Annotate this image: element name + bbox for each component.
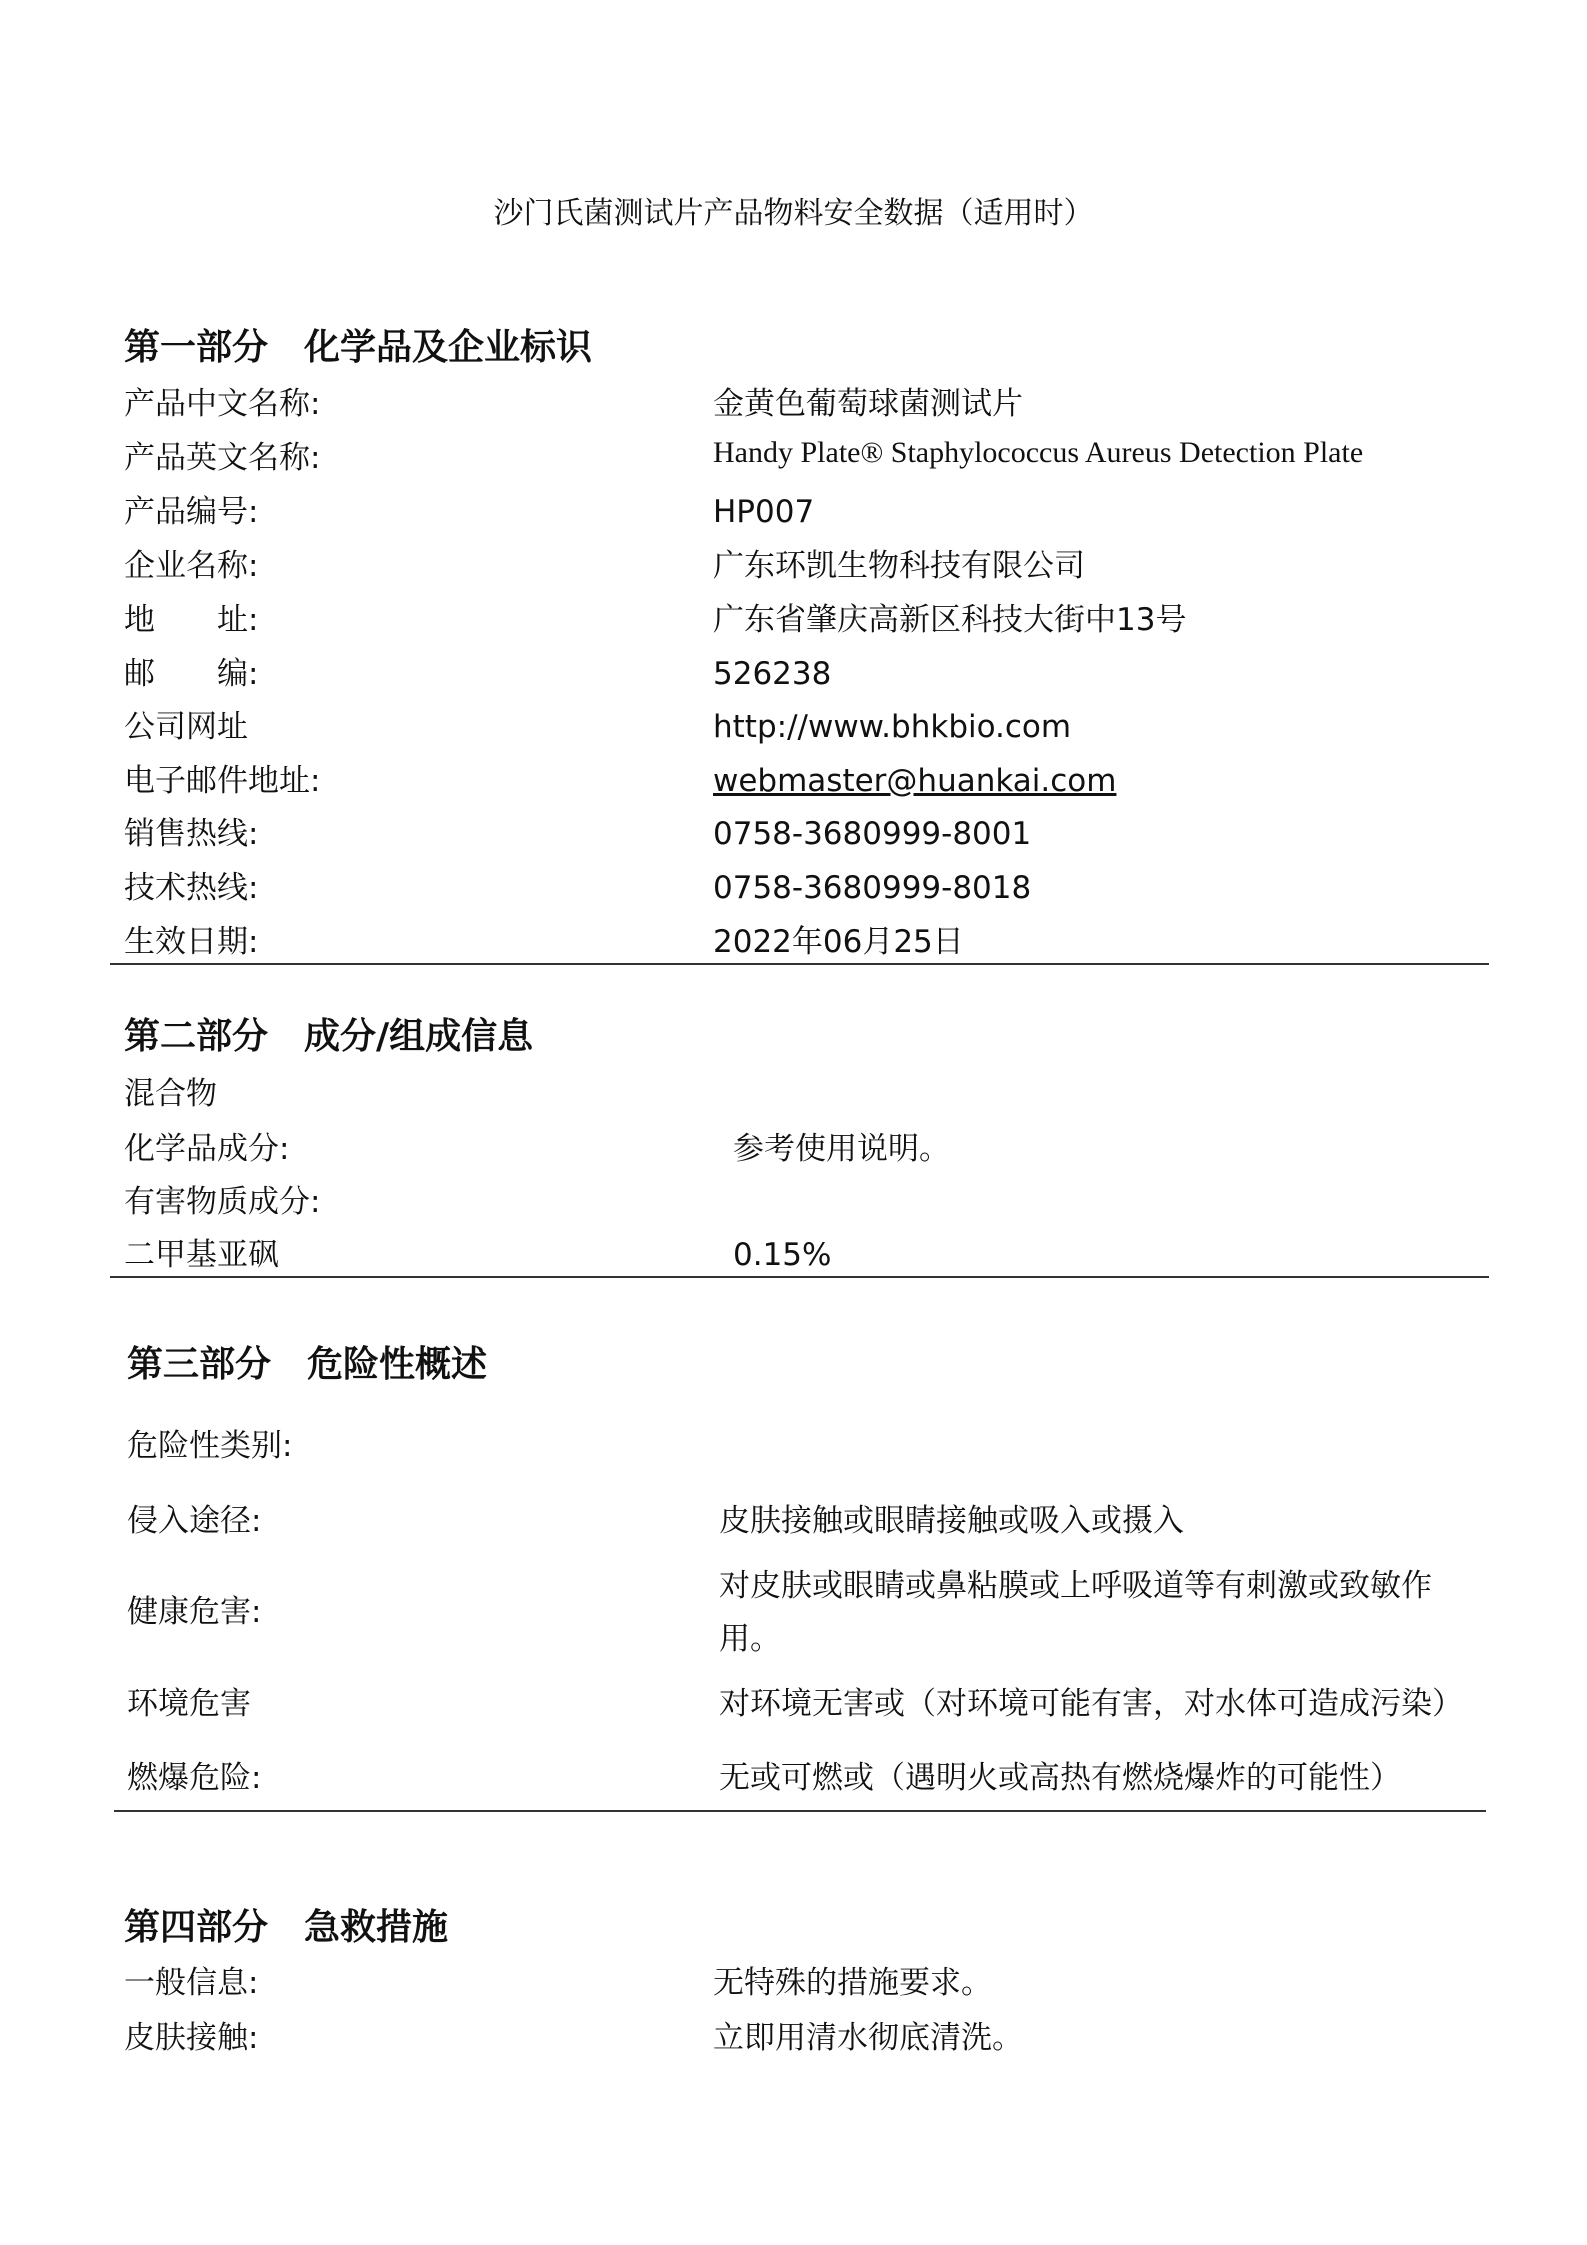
label-postcode: 邮 编: bbox=[124, 656, 259, 692]
email-link[interactable]: webmaster@huankai.com bbox=[713, 763, 1117, 799]
website-link[interactable]: http://www.bhkbio.com bbox=[713, 709, 1072, 745]
label-product-code: 产品编号: bbox=[124, 494, 259, 530]
label-fire-explosion-hazard: 燃爆危险: bbox=[127, 1760, 262, 1796]
value-tech-hotline: 0758-3680999-8018 bbox=[713, 870, 1032, 906]
value-skin-contact: 立即用清水彻底清洗。 bbox=[713, 2020, 1023, 2056]
label-environmental-hazard: 环境危害 bbox=[127, 1686, 251, 1722]
value-postcode: 526238 bbox=[713, 656, 832, 692]
label-hazard-category: 危险性类别: bbox=[127, 1428, 293, 1464]
label-hazardous-components: 有害物质成分: bbox=[124, 1184, 321, 1220]
value-sales-hotline: 0758-3680999-8001 bbox=[713, 816, 1032, 852]
label-mixture: 混合物 bbox=[124, 1076, 217, 1112]
label-product-en-name: 产品英文名称: bbox=[124, 440, 321, 476]
value-company-name: 广东环凯生物科技有限公司 bbox=[713, 548, 1085, 584]
label-sales-hotline: 销售热线: bbox=[124, 816, 259, 852]
label-effective-date: 生效日期: bbox=[124, 924, 259, 960]
section2-divider bbox=[110, 1276, 1489, 1278]
value-address: 广东省肇庆高新区科技大街中13号 bbox=[713, 602, 1187, 638]
section3-divider bbox=[114, 1810, 1486, 1812]
label-health-hazard: 健康危害: bbox=[127, 1594, 262, 1630]
label-chemical-composition: 化学品成分: bbox=[124, 1131, 290, 1167]
value-exposure-routes: 皮肤接触或眼睛接触或吸入或摄入 bbox=[719, 1503, 1184, 1539]
section1-heading: 第一部分 化学品及企业标识 bbox=[124, 327, 593, 368]
section1-divider bbox=[110, 963, 1489, 965]
label-tech-hotline: 技术热线: bbox=[124, 870, 259, 906]
value-product-en-name: Handy Plate® Staphylococcus Aureus Detection Plate bbox=[713, 436, 1364, 469]
document-title: 沙门氏菌测试片产品物料安全数据（适用时） bbox=[493, 196, 1094, 231]
label-address: 地 址: bbox=[124, 602, 259, 638]
value-general-info: 无特殊的措施要求。 bbox=[713, 1965, 992, 2001]
value-dmso: 0.15% bbox=[733, 1237, 832, 1273]
value-effective-date: 2022年06月25日 bbox=[713, 924, 964, 960]
value-chemical-composition: 参考使用说明。 bbox=[733, 1131, 950, 1167]
value-health-hazard: 对皮肤或眼睛或鼻粘膜或上呼吸道等有刺激或致敏作 bbox=[719, 1568, 1432, 1604]
label-company-name: 企业名称: bbox=[124, 548, 259, 584]
value-product-cn-name: 金黄色葡萄球菌测试片 bbox=[713, 386, 1023, 422]
section3-heading: 第三部分 危险性概述 bbox=[127, 1344, 488, 1385]
label-website: 公司网址 bbox=[124, 709, 248, 745]
value-product-code: HP007 bbox=[713, 494, 815, 530]
label-dmso: 二甲基亚砜 bbox=[124, 1237, 279, 1273]
label-product-cn-name: 产品中文名称: bbox=[124, 386, 321, 422]
label-general-info: 一般信息: bbox=[124, 1965, 259, 2001]
value-fire-explosion-hazard: 无或可燃或（遇明火或高热有燃烧爆炸的可能性） bbox=[719, 1760, 1401, 1796]
label-email: 电子邮件地址: bbox=[124, 763, 321, 799]
label-skin-contact: 皮肤接触: bbox=[124, 2020, 259, 2056]
section2-heading: 第二部分 成分/组成信息 bbox=[124, 1016, 534, 1057]
label-exposure-routes: 侵入途径: bbox=[127, 1503, 262, 1539]
section4-heading: 第四部分 急救措施 bbox=[124, 1907, 449, 1948]
value-environmental-hazard: 对环境无害或（对环境可能有害，对水体可造成污染） bbox=[719, 1686, 1463, 1722]
value-health-hazard-cont: 用。 bbox=[719, 1621, 781, 1657]
